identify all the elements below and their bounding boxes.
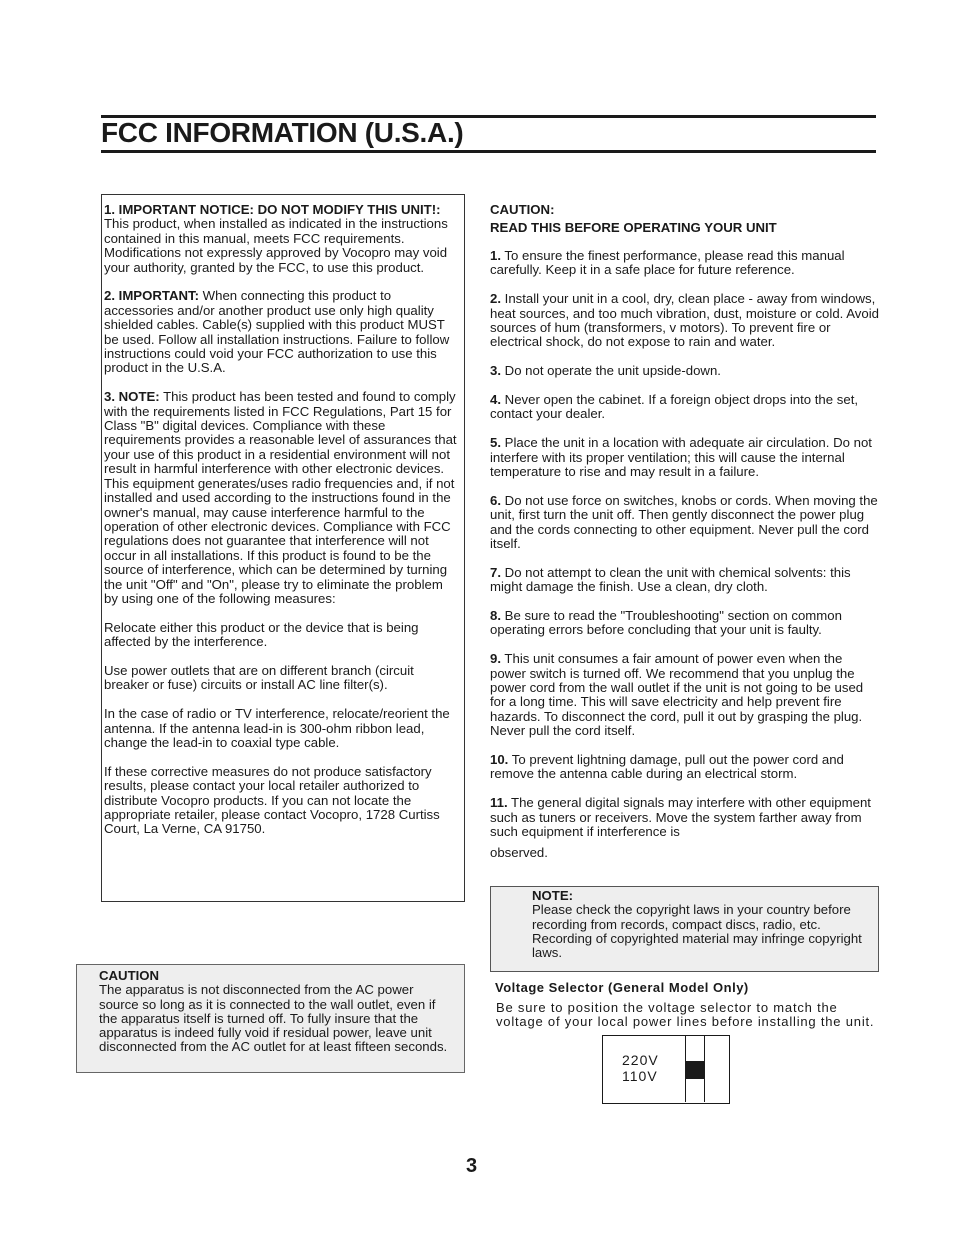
operating-caution-column <box>490 201 880 874</box>
title-rule-bottom <box>101 150 876 153</box>
voltage-switch-knob <box>686 1061 704 1079</box>
caution-item: 9. This unit consumes a fair amount of power even when the power switch is turned off. We recommend that you unplug the power cord from the wall outlet if the unit is not going to be used for a long time. This will save electricity and help prevent fire hazards. To disconnect the cord, pull it out by grasping the plug. Never pull the cord itself. <box>490 651 864 739</box>
fcc-notice-3-text: This product has been tested and found to comply with the requirements listed in FCC Regulations, Part 15 for Class "B" digital devices. Compliance with these requirements provides a reasonable level of assurances that your use of this product in a residential environment will not result in harmful interference with other electronic devices. This equipment generates/uses radio frequencies and, if not installed and used according to the instructions found in the owner's manual, may cause interference harmful to the operation of other electronic devices. Compliance with FCC regulations does not guarantee that interference will not occur in all installations. If this product is found to be the source of interference, which can be determined by turning the unit "Off" and "On", please try to eliminate the problem by using one of the following measures: <box>104 389 457 606</box>
fcc-measure-3: In the case of radio or TV interference, relocate/reorient the antenna. If the antenna lead-in is 300-ohm ribbon lead, change the lead-in to coaxial type cable. <box>104 706 450 750</box>
caution-item: 10. To prevent lightning damage, pull out the power cord and remove the antenna cable during an electrical storm. <box>490 752 844 782</box>
fcc-notice-2-label: 2. IMPORTANT: <box>104 288 199 304</box>
voltage-switch-track <box>685 1035 705 1102</box>
caution-item: 6. Do not use force on switches, knobs or cords. When moving the unit, first turn the unit off. Then gently disconnect the power plug and the cords connecting to other equipment. Never pull the cord itself. <box>490 492 878 552</box>
caution-item: 5. Place the unit in a location with adequate air circulation. Do not interfere with its proper ventilation; this will cause the internal temperature to rise and may result in a failure. <box>490 435 872 480</box>
fcc-notice-3 <box>104 390 460 606</box>
voltage-selector-text: Be sure to position the voltage selector to match the voltage of your local power lines before installing the unit. <box>496 1000 875 1030</box>
fcc-measure-4: If these corrective measures do not produce satisfactory results, please contact your local retailer authorized to distribute Vocopro products. If you can not locate the appropriate retailer, please contact Vocopro, 1728 Curtiss Court, La Verne, CA 91750. <box>104 763 440 837</box>
fcc-notice-1-label: 1. IMPORTANT NOTICE: DO NOT MODIFY THIS UNIT!: <box>104 202 441 217</box>
fcc-notice-2-text: When connecting this product to accessories and/or another product use only high quality shielded cables. Cable(s) supplied with this product MUST be used. Follow all installation instructions. Failure to follow instructions could void your FCC authorization to use this product in the U.S.A. <box>104 288 450 376</box>
fcc-notice-1-text: This product, when installed as indicated in the instructions contained in this manual, meets FCC requirements. Modifications not expressly approved by Vocopro may void your authority, granted by the FCC, to use this product. <box>104 216 448 275</box>
ac-caution-box <box>76 964 465 1073</box>
operating-caution-heading <box>490 201 880 237</box>
caution-item: 4. Never open the cabinet. If a foreign object drops into the set, contact your dealer. <box>490 392 859 422</box>
operating-caution-label: CAUTION: <box>490 202 555 217</box>
fcc-measure-2: Use power outlets that are on different branch (circuit breaker or fuse) circuits or install AC line filter(s). <box>104 662 414 693</box>
caution-item-continuation: observed. <box>490 844 548 860</box>
page-number: 3 <box>466 1155 478 1177</box>
voltage-option-220v: 220V <box>622 1052 659 1068</box>
ac-caution-heading: CAUTION <box>99 968 160 983</box>
voltage-selector-heading: Voltage Selector (General Model Only) <box>495 980 749 995</box>
fcc-measure-1: Relocate either this product or the device that is being affected by the interference. <box>104 619 419 650</box>
fcc-notice-box <box>101 194 465 902</box>
page-title: FCC INFORMATION (U.S.A.) <box>101 117 464 148</box>
fcc-notice-3-label: 3. NOTE: <box>104 389 160 405</box>
voltage-labels <box>622 1052 659 1084</box>
copyright-note-text: Please check the copyright laws in your country before recording from records, compact discs, radio, etc. Recording of copyrighted material may infringe copyright laws. <box>532 902 862 961</box>
fcc-notice-2 <box>104 289 460 375</box>
caution-item: 3. Do not operate the unit upside-down. <box>490 363 721 379</box>
fcc-notice-1 <box>104 203 460 275</box>
voltage-option-110v: 110V <box>622 1068 658 1084</box>
caution-item: 1. To ensure the finest performance, please read this manual carefully. Keep it in a safe place for future reference. <box>490 248 845 278</box>
operating-caution-subtitle: READ THIS BEFORE OPERATING YOUR UNIT <box>490 220 777 235</box>
caution-item: 7. Do not attempt to clean the unit with chemical solvents: this might damage the finish. Use a clean, dry cloth. <box>490 564 851 595</box>
caution-item: 8. Be sure to read the "Troubleshooting" section on common operating errors before concluding that your unit is faulty. <box>490 608 842 638</box>
copyright-note-heading: NOTE: <box>532 888 574 903</box>
caution-item: 11. The general digital signals may interfere with other equipment such as tuners or receivers. Move the system farther away from such equipment if interference is <box>490 795 871 840</box>
copyright-note-box <box>490 886 879 972</box>
caution-item: 2. Install your unit in a cool, dry, clean place - away from windows, heat sources, and too much vibration, dust, moisture or cold. Avoid sources of hum (transformers, v motors). To prevent fire or electrical shock, do not expose to rain and water. <box>490 291 879 350</box>
voltage-selector-diagram <box>602 1035 730 1104</box>
ac-caution-text: The apparatus is not disconnected from the AC power source so long as it is connected to the wall outlet, even if the apparatus itself is turned off. To fully insure that the apparatus is indeed fully void if residual power, leave unit disconnected from the AC outlet for at least fifteen seconds. <box>99 982 448 1055</box>
